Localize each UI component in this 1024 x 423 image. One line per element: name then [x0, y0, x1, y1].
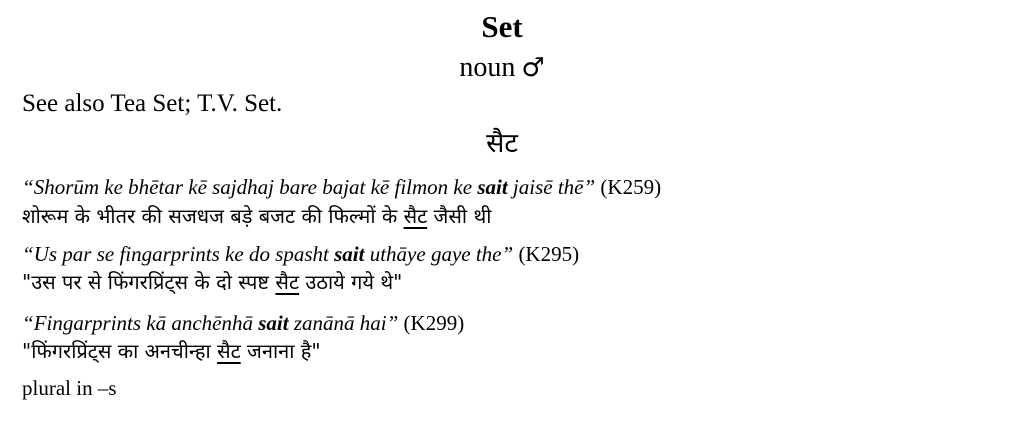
source-reference: (K295) [513, 242, 580, 266]
part-of-speech-line [0, 50, 1004, 86]
open-quote: “ [22, 175, 34, 199]
hindi-text-after: उठाये गये थे" [299, 270, 403, 294]
hindi-keyword: सैट [275, 270, 300, 294]
close-quote: ” [501, 242, 514, 266]
hindi-keyword: सैट [217, 339, 241, 363]
source-reference: (K299) [398, 311, 465, 335]
source-reference: (K259) [595, 175, 662, 199]
see-also-note: See also Tea Set; T.V. Set. [22, 90, 283, 117]
example-hindi-1 [22, 200, 491, 232]
keyword: sait [477, 175, 508, 199]
example-hindi-2 [22, 266, 402, 298]
open-quote: “ [22, 311, 34, 335]
hindi-text-before: शोरूम के भीतर की सजधज बड़े बजट की फिल्मों के [22, 204, 404, 228]
hindi-text-after: जैसी थी [427, 204, 492, 228]
example-transliteration-3 [22, 309, 464, 337]
close-quote: ” [386, 311, 399, 335]
masculine-gender-icon: ♂ [521, 53, 545, 83]
example-transliteration-2 [22, 240, 579, 268]
hindi-headword: सैट [486, 128, 518, 159]
translit-text-after: zanānā hai [288, 311, 387, 335]
translit-text-before: Fingarprints kā anchēnhā [33, 311, 259, 335]
translit-text-before: Shorūm ke bhētar kē sajdhaj bare bajat kē filmon ke [33, 175, 478, 199]
keyword: sait [334, 242, 365, 266]
open-quote: “ [22, 242, 34, 266]
example-transliteration-1 [22, 173, 661, 201]
headword: Set [481, 9, 523, 44]
hindi-text-after: जनाना है" [240, 339, 321, 363]
hindi-text-before: "फिंगरप्रिंट्स का अनचीन्हा [22, 339, 218, 363]
close-quote: ” [583, 175, 596, 199]
translit-text-before: Us par se fingarprints ke do spasht [33, 242, 335, 266]
part-of-speech: noun [459, 52, 516, 83]
plural-note: plural in –s [22, 376, 117, 400]
keyword: sait [258, 311, 289, 335]
translit-text-after: uthāye gaye the [364, 242, 502, 266]
hindi-keyword: सैट [403, 204, 428, 228]
example-hindi-3 [22, 335, 321, 367]
hindi-text-before: "उस पर से फिंगरप्रिंट्स के दो स्पष्ट [22, 270, 276, 294]
translit-text-after: jaisē thē [507, 175, 584, 199]
